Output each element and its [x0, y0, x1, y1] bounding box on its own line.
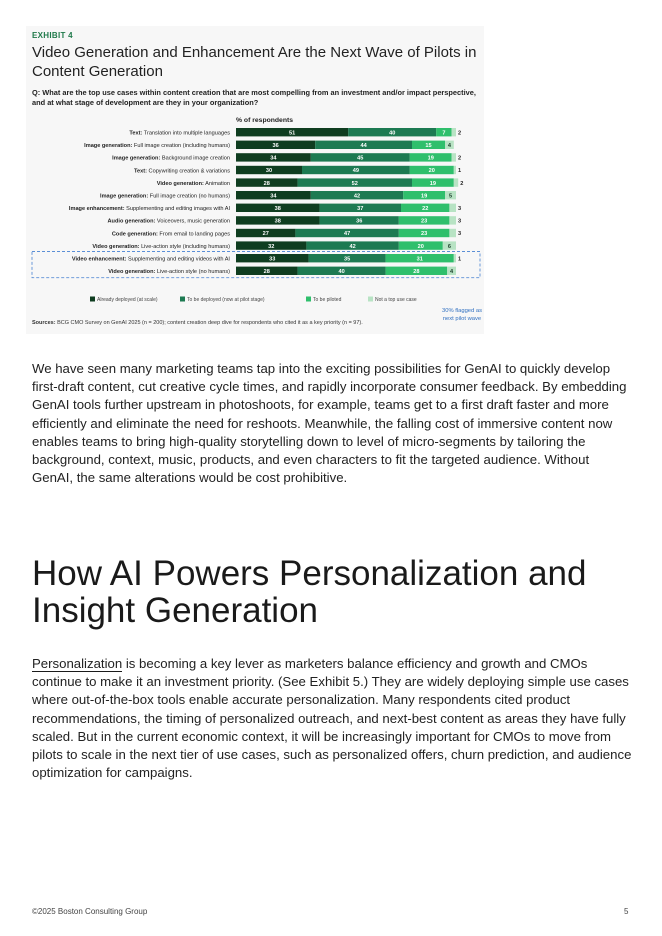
bar-segment	[452, 128, 456, 136]
data-label: 52	[351, 180, 358, 187]
category-label	[112, 231, 230, 237]
category-label-rest: Translation into multiple languages	[142, 130, 230, 137]
data-label: 42	[349, 243, 356, 250]
category-label-bold: Image generation:	[100, 193, 149, 200]
data-label: 28	[263, 180, 270, 187]
data-label: 4	[447, 143, 451, 149]
survey-question: Q: What are the top use cases within content creation that are most compelling from an investment and/or impact perspective, and at what stage of development are they in your organization?	[32, 88, 476, 107]
category-label	[100, 194, 230, 200]
data-label: 27	[262, 231, 269, 238]
category-label-bold: Code generation:	[111, 231, 158, 238]
category-label-bold: Image generation:	[112, 155, 161, 162]
data-label: 19	[420, 193, 428, 200]
category-label-rest: Supplementing and editing videos with AI	[126, 256, 230, 263]
bar-segment	[449, 204, 456, 212]
data-label: 45	[357, 155, 364, 162]
data-label: 1	[458, 168, 462, 175]
bar-segment	[449, 229, 456, 237]
body-paragraph-2	[32, 655, 632, 782]
category-label-rest: Animation	[203, 180, 230, 187]
sources-note	[32, 320, 363, 326]
data-label: 2	[458, 130, 462, 137]
bar-segment	[449, 216, 456, 224]
data-label: 34	[270, 155, 277, 162]
data-label: 37	[357, 206, 364, 212]
legend-label: Not a top use case	[375, 297, 417, 303]
category-label-bold: Video generation:	[156, 180, 204, 187]
data-label: 4	[450, 269, 454, 275]
data-label: 5	[448, 193, 453, 200]
data-label: 44	[360, 143, 367, 149]
data-label: 32	[268, 243, 275, 250]
data-label: 30	[265, 168, 273, 175]
category-label-rest: Full image creation (including humans)	[132, 143, 230, 150]
category-label	[112, 156, 230, 162]
category-label-rest: From email to landing pages	[157, 231, 230, 238]
data-label: 7	[442, 130, 446, 137]
data-label: 19	[427, 155, 434, 162]
legend-swatch	[306, 297, 311, 302]
category-label-bold: Image enhancement:	[68, 206, 125, 213]
legend-label: Already deployed (at scale)	[97, 297, 158, 303]
category-label-rest: Full image creation (no humans)	[148, 193, 230, 200]
category-label	[72, 257, 231, 263]
data-label: 34	[270, 193, 277, 200]
data-label: 2	[458, 155, 462, 162]
data-label: 2	[460, 180, 464, 187]
data-label: 40	[338, 269, 345, 275]
category-label-rest: Background image creation	[160, 155, 230, 162]
category-label	[129, 131, 230, 137]
data-label: 36	[272, 143, 279, 149]
data-label: 23	[420, 218, 428, 225]
category-label-rest: Copywriting creation & variations	[146, 168, 230, 175]
data-label: 3	[458, 231, 462, 238]
bar-segment	[452, 153, 456, 161]
sources-label: Sources:	[32, 320, 56, 326]
data-label: 42	[353, 193, 361, 200]
data-label: 35	[343, 256, 351, 263]
category-label	[108, 219, 230, 225]
data-label: 19	[429, 180, 437, 187]
category-label-rest: Supplementing and editing images with AI	[124, 206, 230, 213]
stacked-bar-chart	[26, 26, 484, 334]
personalization-link[interactable]: Personalization	[32, 656, 123, 671]
legend-swatch	[368, 297, 373, 302]
category-label-bold: Video generation:	[92, 243, 140, 250]
category-label-bold: Video enhancement:	[71, 256, 127, 263]
callout-text: next pilot wave	[442, 316, 482, 322]
body-paragraph-1: We have seen many marketing teams tap into the exciting possibilities for GenAI to quickly develop first-draft content, cut creative cycle times, and rapidly incorporate consumer feedback. By embedding GenAI tools further upstream in photoshoots, for example, teams get to a first draft faster and more efficiently and eliminate the need for reshoots. Meanwhile, the falling cost of immersive content now enables teams to bring high-quality storytelling down to level of micro-segments by tailoring the background, context, music, products, and even characters to fit the targeted audience. Without GenAI, the same alterations would be cost prohibitive.	[32, 361, 627, 486]
category-label	[84, 143, 230, 149]
data-label: 28	[263, 269, 270, 275]
data-label: 23	[420, 231, 428, 238]
footer-copyright: ©2025 Boston Consulting Group	[32, 907, 148, 916]
data-label: 22	[422, 206, 429, 212]
legend-swatch	[90, 297, 95, 302]
data-label: 36	[356, 218, 363, 225]
callout-text: 30% flagged as	[442, 308, 482, 314]
category-label-bold: Text:	[134, 168, 147, 175]
section-title: How AI Powers Personalization and Insight Generation	[32, 554, 587, 630]
category-label-bold: Image generation:	[84, 143, 133, 150]
legend-swatch	[180, 297, 185, 302]
exhibit-panel	[26, 26, 484, 334]
data-label: 28	[413, 269, 420, 275]
category-label-rest: Live-action style (including humans)	[139, 243, 230, 250]
data-label: 38	[274, 206, 281, 212]
data-label: 15	[425, 143, 432, 149]
category-label	[92, 244, 230, 250]
data-label: 47	[343, 231, 351, 238]
data-label: 1	[458, 256, 462, 263]
category-label-bold: Video generation:	[108, 269, 156, 276]
category-label-bold: Audio generation:	[107, 218, 156, 225]
legend-label: To be deployed (now at pilot stage)	[187, 297, 265, 303]
sources-text: BCG CMO Survey on GenAI 2025 (n = 200); content creation deep dive for respondents who cited it as a key priority (n = 97).	[55, 320, 363, 326]
body-paragraph-2-text: is becoming a key lever as marketers balance efficiency and growth and CMOs continue to make it an investment priority. (See Exhibit 5.) They are widely deploying simple use cases where out-of-the-box tools enable accurate personalization. Many respondents cited product recommendations, the timing of personalized outreach, and next-best content as areas they have fully scaled. But in the current economic context, it will be increasingly important for CMOs to move from pilots to scale in the next tier of use cases, such as personalized offers, churn prediction, and audience optimization for campaigns.	[32, 656, 632, 781]
page-number: 5	[624, 907, 629, 916]
data-label: 31	[416, 256, 423, 263]
data-label: 51	[288, 130, 296, 137]
bar-segment	[454, 178, 458, 186]
category-label	[69, 206, 231, 212]
data-label: 3	[458, 218, 462, 225]
bar-segment	[454, 254, 456, 262]
data-label: 49	[352, 168, 360, 175]
data-label: 38	[274, 218, 281, 225]
bar-segment	[454, 166, 456, 174]
data-label: 3	[458, 206, 462, 212]
data-label: 6	[447, 243, 451, 250]
category-label	[157, 181, 230, 187]
exhibit-title: Video Generation and Enhancement Are the Next Wave of Pilots in Content Generation	[32, 44, 477, 80]
data-label: 40	[389, 130, 396, 137]
category-label-rest: Live-action style (no humans)	[155, 269, 230, 276]
legend-label: To be piloted	[313, 297, 342, 303]
axis-label: % of respondents	[236, 117, 294, 124]
exhibit-label: EXHIBIT 4	[32, 31, 73, 40]
data-label: 20	[428, 168, 435, 175]
category-label	[108, 269, 230, 275]
data-label: 33	[269, 256, 276, 263]
category-label	[134, 168, 230, 174]
data-label: 20	[417, 243, 424, 250]
category-label-rest: Voiceovers, music generation	[155, 218, 230, 225]
category-label-bold: Text:	[129, 130, 143, 137]
